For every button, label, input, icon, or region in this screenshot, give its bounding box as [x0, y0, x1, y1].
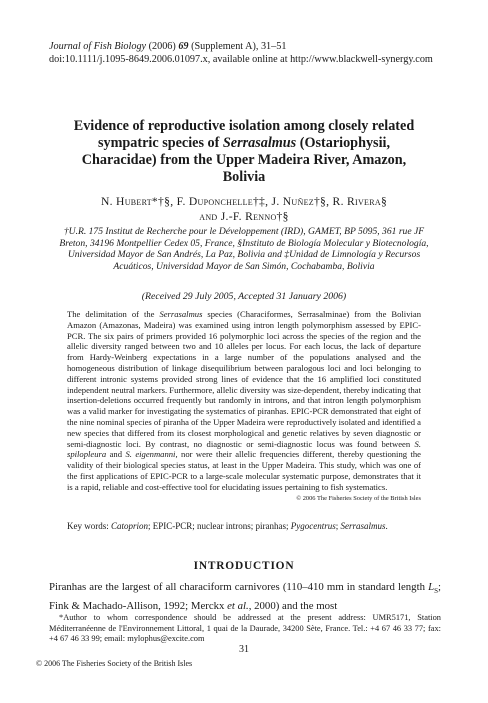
authors-line-2: and J.-F. Renno†§ [199, 210, 289, 223]
introduction-paragraph: Piranhas are the largest of all characiform carnivores (110–410 mm in standard length $L_S$; Fink & Machado-Allison, 1992; Merckx et al., 2000) and the most [49, 581, 441, 612]
doi-line[interactable]: doi:10.1111/j.1095-8649.2006.01097.x, available online at http://www.blackwell-synergy.com [49, 54, 433, 65]
citation-line [49, 40, 469, 53]
page-number: 31 [239, 644, 249, 655]
article-title: Evidence of reproductive isolation among closely related sympatric species of Serrasalmus (Ostariophysii, Characidae) from the Upper Madeira River, Amazon, Bolivia [73, 118, 415, 185]
author-list [40, 194, 448, 224]
received-dates: (Received 29 July 2005, Accepted 31 January 2006) [141, 291, 347, 302]
abstract: The delimitation of the Serrasalmus species (Characiformes, Serrasalminae) from the Bolivian Amazon (Amazonas, Madeira) was examined using intron length polymorphism assessed by EPIC-PCR. The six pairs of primers provided 16 polymorphic loci across the species of the region and the allelic diversity ranged between two and 10 alleles per locus. For each locus, the lack of departure from Hardy-Weinberg expectations in a large number of the populations analysed and the homogeneous distribution of linkage disequilibrium between paralogous loci and loci belonging to different intronic systems provided strong lines of evidence that the 16 amplified loci constituted independent neutral markers. Furthermore, allelic diversity was size-dependent, thereby indicating that insertion-deletions occurred frequently but randomly in introns, and that intron length polymorphism was a valid marker for investigating the systematics of piranhas. EPIC-PCR demonstrated that eight of the nine nominal species of piranha of the Upper Madeira were reproductively isolated and identified a new species that differed from its closest morphological and genetic relatives by seven diagnostic or semi-diagnostic loci. By contrast, no diagnostic or semi-diagnostic locus was found between S. spilopleura and S. eigenmanni, nor were their allelic frequencies different, thereby questioning the validity of their biological species status, at least in the Upper Madeira. This study, which was one of the first applications of EPIC-PCR to a large-scale molecular systematic purpose, demonstrates that it is a rapid, reliable and cost-effective tool for elucidating issues pertaining to fish systematics. © 2006 The Fisheries Society of the British Isles [67, 309, 421, 504]
title-genus: Serrasalmus [222, 135, 297, 151]
journal-pages: (Supplement A), 31–51 [191, 41, 287, 52]
journal-year: (2006) [148, 41, 176, 52]
journal-volume: 69 [178, 41, 189, 52]
correspondence-footnote: *Author to whom correspondence should be addressed at the present address: UMR5171, Station Méditerranéenne de l'Environnement Littoral, 1 quai de la Daurade, 34200 Sète, France. Tel.: +4 67 46 33 77; fax: +4 67 46 33 99; email: mylophus@excite.com [49, 613, 441, 644]
section-heading-introduction: INTRODUCTION [193, 560, 295, 572]
abstract-copyright: © 2006 The Fisheries Society of the British Isles [296, 494, 421, 502]
keywords: Key words: Catoprion; EPIC-PCR; nuclear introns; piranhas; Pygocentrus; Serrasalmus. [67, 521, 388, 531]
affiliations: †U.R. 175 Institut de Recherche pour le Développement (IRD), GAMET, BP 5095, 361 rue JF Breton, 34196 Montpellier Cedex 05, France, §Instituto de Biología Molecular y Biotecnología, Universidad Mayor de San Andrés, La Paz, Bolivia and ‡Unidad de Limnología y Recursos Acuáticos, Universidad Mayor de San Simón, Cochabamba, Bolivia [59, 226, 429, 272]
authors-line-1: N. Hubert*†§, F. Duponchelle†‡, J. Nuñez†§, R. Rivera§ [100, 195, 388, 208]
journal-title: Journal of Fish Biology [49, 41, 147, 52]
keywords-label: Key words: [67, 521, 111, 531]
footer-copyright: © 2006 The Fisheries Society of the British Isles [36, 659, 193, 668]
journal-header [49, 40, 469, 66]
